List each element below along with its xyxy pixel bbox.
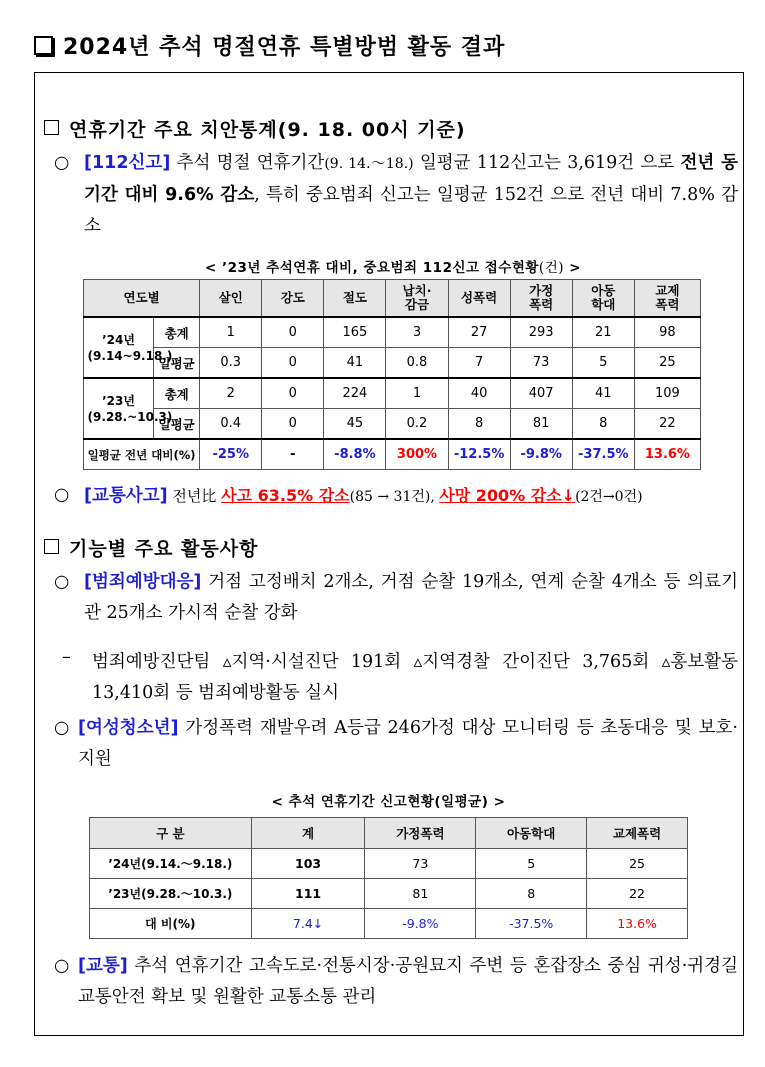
- p112-text1: 추석 명절 연휴기간: [170, 153, 325, 173]
- paragraph-crime-prevention: [54, 567, 738, 629]
- cell: 41: [324, 348, 386, 379]
- cell: 25: [634, 348, 700, 379]
- traffic-red2: 사망 200% 감소↓: [439, 486, 576, 505]
- cell-diff: 13.6%: [634, 439, 700, 470]
- th-year: 연도별: [84, 280, 200, 318]
- row-diff-label: 대 비(%): [90, 909, 252, 939]
- cell: 8: [572, 409, 634, 440]
- cell: 8: [476, 879, 587, 909]
- page-title: [34, 30, 505, 61]
- th-col: 절도: [324, 280, 386, 318]
- th-col: 살인: [200, 280, 262, 318]
- cell-diff: 7.4↓: [251, 909, 365, 939]
- th-col: [510, 280, 572, 318]
- cell: 8: [448, 409, 510, 440]
- paragraph-women-youth: [54, 713, 738, 775]
- table1-caption-end: >: [564, 260, 582, 276]
- cell: 0: [262, 378, 324, 409]
- th-col-text: 아동학대: [591, 283, 616, 312]
- cell: 73: [510, 348, 572, 379]
- cell: 2: [200, 378, 262, 409]
- page-title-text: 2024년 추석 명절연휴 특별방범 활동 결과: [63, 35, 506, 60]
- cell: 7: [448, 348, 510, 379]
- row-sub-total: 총계: [154, 317, 200, 348]
- circle-bullet-icon: ○: [54, 153, 70, 173]
- table1-caption-unit: (건): [538, 260, 564, 276]
- th-col: [634, 280, 700, 318]
- cell: 103: [251, 849, 365, 879]
- cell-diff: 13.6%: [587, 909, 688, 939]
- row-year-23-text: ’23년 (9.28.~10.3): [87, 393, 173, 424]
- cell: 21: [572, 317, 634, 348]
- tag-traffic-accident: [교통사고]: [84, 486, 168, 506]
- section2-heading-text: 기능별 주요 활동사항: [69, 538, 259, 560]
- th-col: [572, 280, 634, 318]
- cell: 81: [510, 409, 572, 440]
- crime-text: 거점 고정배치 2개소, 거점 순찰 19개소, 연계 순찰 4개소 등 의료기관 25개소 가시적 순찰 강화: [84, 572, 738, 623]
- cell-diff: -: [262, 439, 324, 470]
- circle-bullet-icon: ○: [54, 956, 70, 976]
- row-diff-label: 일평균 전년 대비(%): [84, 439, 200, 470]
- tag-crime-prevention: [범죄예방대응]: [84, 572, 202, 592]
- row-sub-avg: 일평균: [154, 409, 200, 440]
- cell-diff: -9.8%: [510, 439, 572, 470]
- th-col: 계: [251, 818, 365, 849]
- traffic-text1: 전년比: [167, 487, 222, 505]
- cell: 224: [324, 378, 386, 409]
- cell: 0: [262, 409, 324, 440]
- cell: 111: [251, 879, 365, 909]
- th-col: 가정폭력: [365, 818, 476, 849]
- cell-diff: -8.8%: [324, 439, 386, 470]
- table1-caption: [84, 256, 702, 276]
- cell: 3: [386, 317, 448, 348]
- th-col: 강도: [262, 280, 324, 318]
- cell: 1: [200, 317, 262, 348]
- cell: 0.2: [386, 409, 448, 440]
- cell: 0: [262, 348, 324, 379]
- cell: 1: [386, 378, 448, 409]
- cell-diff: -37.5%: [476, 909, 587, 939]
- cell: 40: [448, 378, 510, 409]
- row-year-24-text: ’24년 (9.14~9.18.): [87, 332, 173, 363]
- p112-text3: , 특히 중요범죄 신고는 일평균 152건 으로 전년 대비 7.8% 감소: [84, 185, 738, 236]
- paragraph-traffic: [54, 951, 738, 1013]
- square-bullet-icon: [44, 120, 59, 135]
- th-col-text: 가정폭력: [529, 283, 554, 312]
- cell: 293: [510, 317, 572, 348]
- cell: 109: [634, 378, 700, 409]
- row-label: ’23년(9.28.～10.3.): [90, 879, 252, 909]
- th-col: 성폭력: [448, 280, 510, 318]
- table-112-reports: [83, 279, 701, 470]
- p112-bold: 전년 동기간 대비 9.6% 감소: [84, 153, 739, 205]
- table1-caption-text: < ’23년 추석연휴 대비, 중요범죄 112신고 접수현황: [204, 260, 539, 276]
- women-text: 가정폭력 재발우려 A등급 246가정 대상 모니터링 등 초동대응 및 보호·지원: [78, 718, 738, 769]
- th-col: 교제폭력: [587, 818, 688, 849]
- cell: 73: [365, 849, 476, 879]
- circle-bullet-icon: ○: [54, 485, 70, 505]
- paragraph-crime-team: [92, 647, 738, 709]
- traffic-s1: (85 → 31건),: [349, 489, 440, 505]
- cell-diff: -12.5%: [448, 439, 510, 470]
- th-col-text: 교제폭력: [655, 283, 680, 312]
- tag-traffic: [교통]: [78, 956, 128, 976]
- square-bullet-icon: [44, 539, 59, 554]
- cell: 98: [634, 317, 700, 348]
- section2-heading: [44, 534, 258, 561]
- paragraph-112: [54, 148, 739, 242]
- checkbox-square-icon: [34, 36, 53, 55]
- cell: 0.8: [386, 348, 448, 379]
- traffic-red1: 사고 63.5% 감소: [221, 486, 350, 505]
- cell-diff: -9.8%: [365, 909, 476, 939]
- dash-text: 범죄예방진단팀 ▵지역·시설진단 191회 ▵지역경찰 간이진단 3,765회 ▵홍보활동 13,410회 등 범죄예방활동 실시: [92, 652, 738, 703]
- cell: 0.4: [200, 409, 262, 440]
- cell: 41: [572, 378, 634, 409]
- cell-diff: -37.5%: [572, 439, 634, 470]
- p112-text2: 일평균 112신고는 3,619건 으로: [413, 153, 681, 173]
- cell: 25: [587, 849, 688, 879]
- cell-diff: 300%: [386, 439, 448, 470]
- table2-caption: < 추석 연휴기간 신고현황(일평균) >: [271, 794, 506, 810]
- cell: 27: [448, 317, 510, 348]
- th-col-text: 납치·감금: [402, 283, 432, 312]
- cell: 0.3: [200, 348, 262, 379]
- tag-112: [112신고]: [84, 153, 171, 173]
- row-year-24: [84, 317, 173, 378]
- traffic-s2: (2건→0건): [575, 489, 643, 505]
- section1-heading-text: 연휴기간 주요 치안통계(9. 18. 00시 기준): [69, 119, 466, 141]
- row-label: ’24년(9.14.～9.18.): [90, 849, 252, 879]
- paragraph-traffic-accident: [54, 480, 744, 513]
- cell: 165: [324, 317, 386, 348]
- cell: 5: [476, 849, 587, 879]
- cell: 407: [510, 378, 572, 409]
- row-year-23: [84, 378, 173, 439]
- dash-bullet-icon: –: [62, 647, 71, 667]
- cell: 0: [262, 317, 324, 348]
- circle-bullet-icon: ○: [54, 718, 70, 738]
- cell: 45: [324, 409, 386, 440]
- circle-bullet-icon: ○: [54, 572, 70, 592]
- section1-heading: [44, 115, 466, 142]
- row-sub-avg: 일평균: [154, 348, 200, 379]
- p112-period: (9. 14.～18.): [324, 156, 414, 172]
- th-col: 아동학대: [476, 818, 587, 849]
- tag-women-youth: [여성청소년]: [78, 718, 179, 738]
- cell: 22: [587, 879, 688, 909]
- th-col: [386, 280, 448, 318]
- row-sub-total: 총계: [154, 378, 200, 409]
- table-holiday-reports: [89, 817, 688, 939]
- th-col: 구 분: [90, 818, 252, 849]
- cell: 81: [365, 879, 476, 909]
- cell: 5: [572, 348, 634, 379]
- cell-diff: -25%: [200, 439, 262, 470]
- traffic2-text: 추석 연휴기간 고속도로·전통시장·공원묘지 주변 등 혼잡장소 중심 귀성·귀경길 교통안전 확보 및 원활한 교통소통 관리: [78, 956, 738, 1007]
- cell: 22: [634, 409, 700, 440]
